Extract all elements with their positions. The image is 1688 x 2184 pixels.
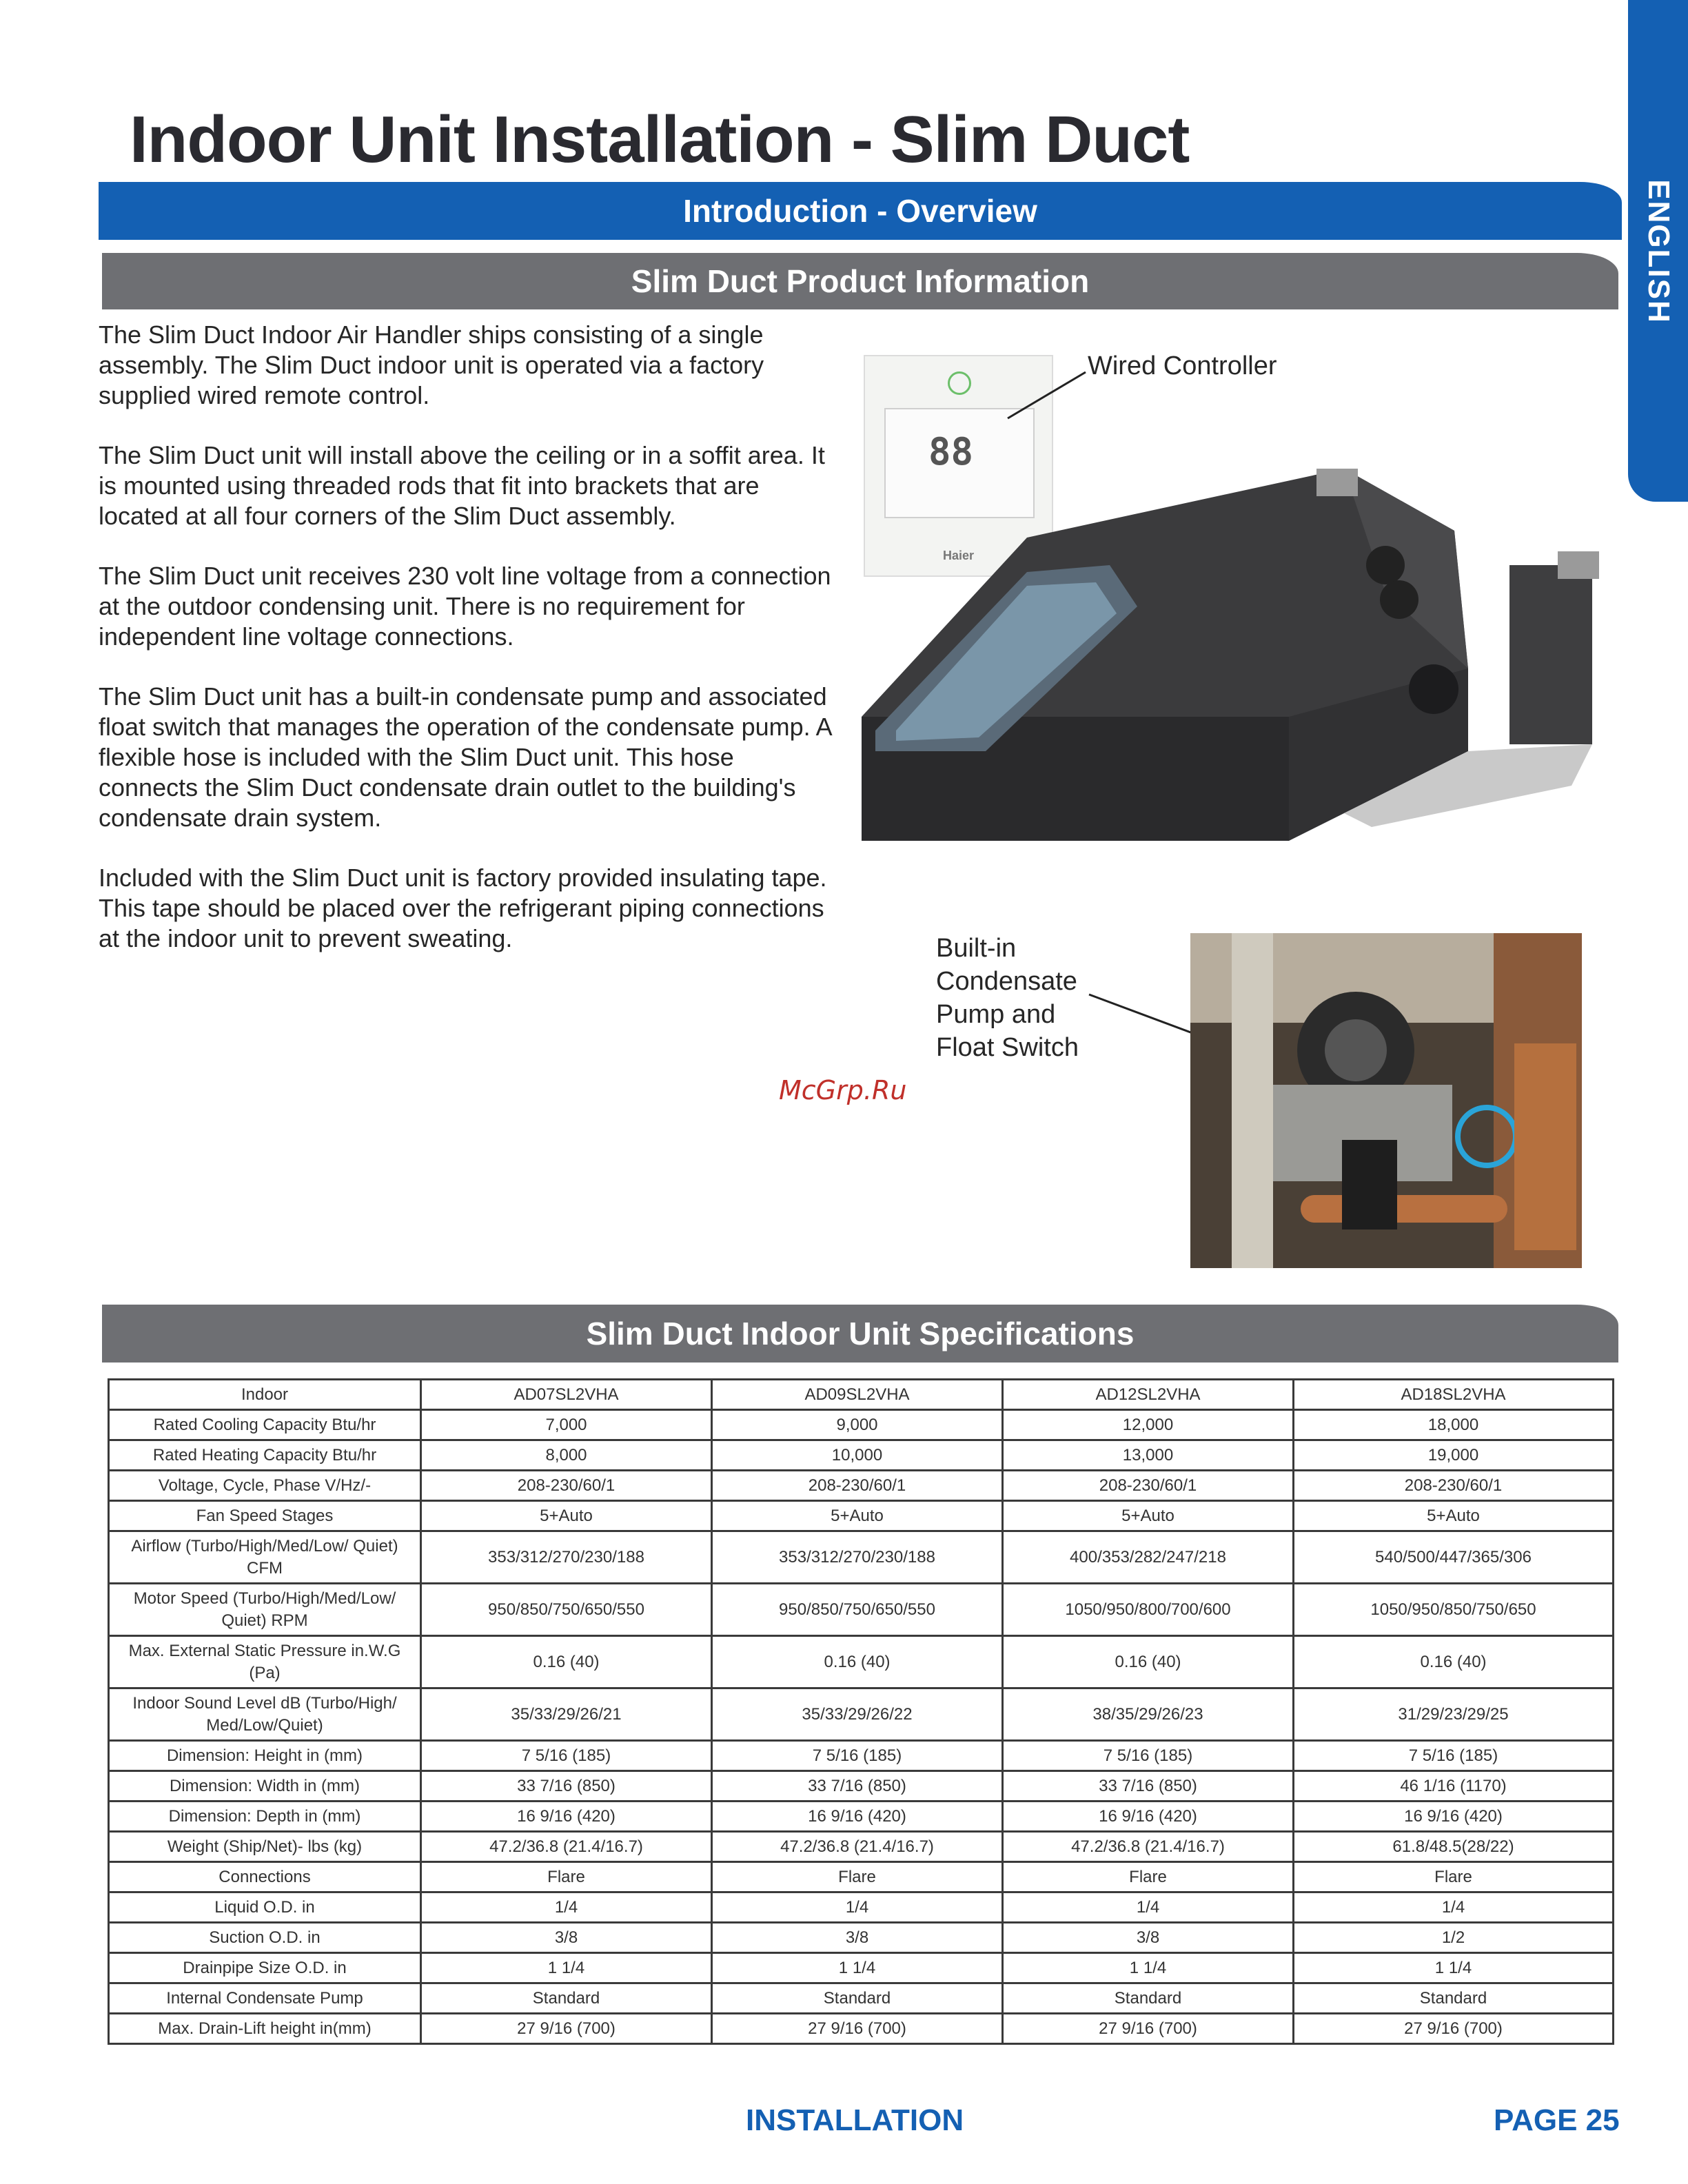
condensate-pump-caption: Built-in Condensate Pump and Float Switch xyxy=(936,934,1079,1062)
table-cell: 0.16 (40) xyxy=(1294,1636,1614,1688)
table-cell: Standard xyxy=(712,1983,1003,2014)
table-row xyxy=(109,1501,1614,1531)
table-cell: 208-230/60/1 xyxy=(1003,1471,1294,1501)
row-label-cell: Weight (Ship/Net)- lbs (kg) xyxy=(109,1832,421,1862)
row-label-cell: Liquid O.D. in xyxy=(109,1892,421,1923)
table-row xyxy=(109,1688,1614,1741)
table-row xyxy=(109,1983,1614,2014)
table-cell: 47.2/36.8 (21.4/16.7) xyxy=(712,1832,1003,1862)
specifications-table xyxy=(108,1378,1614,2045)
row-label-cell: Dimension: Depth in (mm) xyxy=(109,1802,421,1832)
table-cell: 16 9/16 (420) xyxy=(1294,1802,1614,1832)
table-cell: Flare xyxy=(712,1862,1003,1892)
table-cell: 18,000 xyxy=(1294,1410,1614,1440)
footer-section-label: INSTALLATION xyxy=(746,2103,964,2137)
row-label-cell: Drainpipe Size O.D. in xyxy=(109,1953,421,1983)
table-cell: 12,000 xyxy=(1003,1410,1294,1440)
section-bar-introduction xyxy=(99,182,1622,240)
table-cell: Flare xyxy=(1294,1862,1614,1892)
table-cell: 9,000 xyxy=(712,1410,1003,1440)
table-header-cell: AD07SL2VHA xyxy=(421,1380,712,1410)
table-cell: 16 9/16 (420) xyxy=(1003,1802,1294,1832)
power-icon xyxy=(948,371,971,395)
table-cell: 7,000 xyxy=(421,1410,712,1440)
table-cell: 27 9/16 (700) xyxy=(1003,2014,1294,2044)
row-label-cell: Indoor Sound Level dB (Turbo/High/ Med/Low/Quiet) xyxy=(109,1688,421,1741)
table-cell: 7 5/16 (185) xyxy=(1003,1741,1294,1771)
table-header-row xyxy=(109,1380,1614,1410)
table-cell: 7 5/16 (185) xyxy=(1294,1741,1614,1771)
table-row xyxy=(109,1410,1614,1440)
table-cell: 0.16 (40) xyxy=(1003,1636,1294,1688)
table-cell: 5+Auto xyxy=(1003,1501,1294,1531)
table-row xyxy=(109,1584,1614,1636)
controller-digits: 88 xyxy=(928,430,974,473)
table-cell: 540/500/447/365/306 xyxy=(1294,1531,1614,1584)
section-title-specifications: Slim Duct Indoor Unit Specifications xyxy=(586,1316,1135,1351)
table-header-cell: AD09SL2VHA xyxy=(712,1380,1003,1410)
table-cell: 1 1/4 xyxy=(1294,1953,1614,1983)
page-number: PAGE 25 xyxy=(1494,2103,1620,2137)
language-tab-label: ENGLISH xyxy=(1641,179,1676,324)
table-cell: Standard xyxy=(1294,1983,1614,2014)
table-cell: 3/8 xyxy=(712,1923,1003,1953)
section-bar-product-information xyxy=(102,253,1618,309)
table-cell: 31/29/23/29/25 xyxy=(1294,1688,1614,1741)
controller-brand-logo: Haier xyxy=(942,549,975,562)
row-label-cell: Motor Speed (Turbo/High/Med/Low/ Quiet) RPM xyxy=(109,1584,421,1636)
table-row xyxy=(109,1471,1614,1501)
table-header-cell: Indoor xyxy=(109,1380,421,1410)
row-label-cell: Internal Condensate Pump xyxy=(109,1983,421,2014)
table-cell: 5+Auto xyxy=(421,1501,712,1531)
table-cell: 1050/950/850/750/650 xyxy=(1294,1584,1614,1636)
paragraph: The Slim Duct unit receives 230 volt line voltage from a connection at the outdoor condensing unit. There is no requirement for independent line voltage connections. xyxy=(99,562,831,651)
table-cell: 47.2/36.8 (21.4/16.7) xyxy=(421,1832,712,1862)
table-row xyxy=(109,2014,1614,2044)
section-bar-specifications xyxy=(102,1305,1618,1363)
table-cell: 35/33/29/26/21 xyxy=(421,1688,712,1741)
table-cell: 1/4 xyxy=(712,1892,1003,1923)
table-cell: Flare xyxy=(1003,1862,1294,1892)
row-label-cell: Connections xyxy=(109,1862,421,1892)
table-cell: 33 7/16 (850) xyxy=(712,1771,1003,1802)
language-tab xyxy=(1628,0,1688,502)
table-cell: 353/312/270/230/188 xyxy=(421,1531,712,1584)
row-label-cell: Voltage, Cycle, Phase V/Hz/- xyxy=(109,1471,421,1501)
table-cell: Flare xyxy=(421,1862,712,1892)
table-cell: 5+Auto xyxy=(1294,1501,1614,1531)
body-text xyxy=(99,320,836,983)
row-label-cell: Max. External Static Pressure in.W.G (Pa) xyxy=(109,1636,421,1688)
section-title-product-information: Slim Duct Product Information xyxy=(631,263,1090,299)
table-cell: 208-230/60/1 xyxy=(1294,1471,1614,1501)
table-cell: 27 9/16 (700) xyxy=(712,2014,1003,2044)
row-label-cell: Airflow (Turbo/High/Med/Low/ Quiet) CFM xyxy=(109,1531,421,1584)
table-cell: 0.16 (40) xyxy=(712,1636,1003,1688)
watermark: McGrp.Ru xyxy=(779,1075,907,1105)
table-cell: 5+Auto xyxy=(712,1501,1003,1531)
table-cell: 3/8 xyxy=(421,1923,712,1953)
table-cell: 19,000 xyxy=(1294,1440,1614,1471)
table-row xyxy=(109,1531,1614,1584)
table-cell: 353/312/270/230/188 xyxy=(712,1531,1003,1584)
table-cell: 35/33/29/26/22 xyxy=(712,1688,1003,1741)
row-label-cell: Rated Heating Capacity Btu/hr xyxy=(109,1440,421,1471)
table-cell: 61.8/48.5(28/22) xyxy=(1294,1832,1614,1862)
table-cell: 1 1/4 xyxy=(421,1953,712,1983)
table-header-cell: AD12SL2VHA xyxy=(1003,1380,1294,1410)
table-cell: 47.2/36.8 (21.4/16.7) xyxy=(1003,1832,1294,1862)
table-cell: 1/2 xyxy=(1294,1923,1614,1953)
table-cell: 8,000 xyxy=(421,1440,712,1471)
wired-controller-caption: Wired Controller xyxy=(1088,351,1277,380)
table-cell: 7 5/16 (185) xyxy=(421,1741,712,1771)
row-label-cell: Suction O.D. in xyxy=(109,1923,421,1953)
section-title-introduction: Introduction - Overview xyxy=(683,193,1037,229)
table-cell: 1/4 xyxy=(1294,1892,1614,1923)
row-label-cell: Max. Drain-Lift height in(mm) xyxy=(109,2014,421,2044)
table-cell: 1 1/4 xyxy=(1003,1953,1294,1983)
table-cell: 1 1/4 xyxy=(712,1953,1003,1983)
table-row xyxy=(109,1771,1614,1802)
page-title: Indoor Unit Installation - Slim Duct xyxy=(130,103,1190,176)
row-label-cell: Fan Speed Stages xyxy=(109,1501,421,1531)
table-cell: 0.16 (40) xyxy=(421,1636,712,1688)
table-row xyxy=(109,1741,1614,1771)
table-cell: 3/8 xyxy=(1003,1923,1294,1953)
table-cell: 7 5/16 (185) xyxy=(712,1741,1003,1771)
row-label-cell: Dimension: Height in (mm) xyxy=(109,1741,421,1771)
table-row xyxy=(109,1923,1614,1953)
table-cell: 13,000 xyxy=(1003,1440,1294,1471)
condensate-pump-image xyxy=(1190,933,1582,1268)
slim-duct-unit-image xyxy=(848,427,1613,855)
table-cell: 1/4 xyxy=(421,1892,712,1923)
table-row xyxy=(109,1832,1614,1862)
table-cell: 208-230/60/1 xyxy=(421,1471,712,1501)
table-row xyxy=(109,1892,1614,1923)
table-cell: 208-230/60/1 xyxy=(712,1471,1003,1501)
table-row xyxy=(109,1953,1614,1983)
table-cell: Standard xyxy=(421,1983,712,2014)
table-cell: 1/4 xyxy=(1003,1892,1294,1923)
table-header-cell: AD18SL2VHA xyxy=(1294,1380,1614,1410)
table-row xyxy=(109,1440,1614,1471)
row-label-cell: Dimension: Width in (mm) xyxy=(109,1771,421,1802)
table-cell: 950/850/750/650/550 xyxy=(421,1584,712,1636)
paragraph: The Slim Duct unit has a built-in condensate pump and associated float switch that manages the operation of the condensate pump. A flexible hose is included with the Slim Duct unit. This hose connects the Slim Duct condensate drain outlet to the building's condensate drain system. xyxy=(99,682,831,832)
table-cell: 400/353/282/247/218 xyxy=(1003,1531,1294,1584)
table-cell: 16 9/16 (420) xyxy=(421,1802,712,1832)
table-cell: 46 1/16 (1170) xyxy=(1294,1771,1614,1802)
table-row xyxy=(109,1802,1614,1832)
table-cell: 1050/950/800/700/600 xyxy=(1003,1584,1294,1636)
table-row xyxy=(109,1636,1614,1688)
paragraph: The Slim Duct Indoor Air Handler ships consisting of a single assembly. The Slim Duct indoor unit is operated via a factory supplied wired remote control. xyxy=(99,320,764,409)
table-cell: 27 9/16 (700) xyxy=(421,2014,712,2044)
table-cell: 33 7/16 (850) xyxy=(421,1771,712,1802)
table-cell: 10,000 xyxy=(712,1440,1003,1471)
row-label-cell: Rated Cooling Capacity Btu/hr xyxy=(109,1410,421,1440)
paragraph: The Slim Duct unit will install above the ceiling or in a soffit area. It is mounted using threaded rods that fit into brackets that are located at all four corners of the Slim Duct assembly. xyxy=(99,441,825,530)
table-cell: Standard xyxy=(1003,1983,1294,2014)
paragraph: Included with the Slim Duct unit is factory provided insulating tape. This tape should be placed over the refrigerant piping connections at the indoor unit to prevent sweating. xyxy=(99,864,827,952)
table-cell: 16 9/16 (420) xyxy=(712,1802,1003,1832)
table-cell: 33 7/16 (850) xyxy=(1003,1771,1294,1802)
table-cell: 27 9/16 (700) xyxy=(1294,2014,1614,2044)
table-row xyxy=(109,1862,1614,1892)
table-cell: 38/35/29/26/23 xyxy=(1003,1688,1294,1741)
table-cell: 950/850/750/650/550 xyxy=(712,1584,1003,1636)
